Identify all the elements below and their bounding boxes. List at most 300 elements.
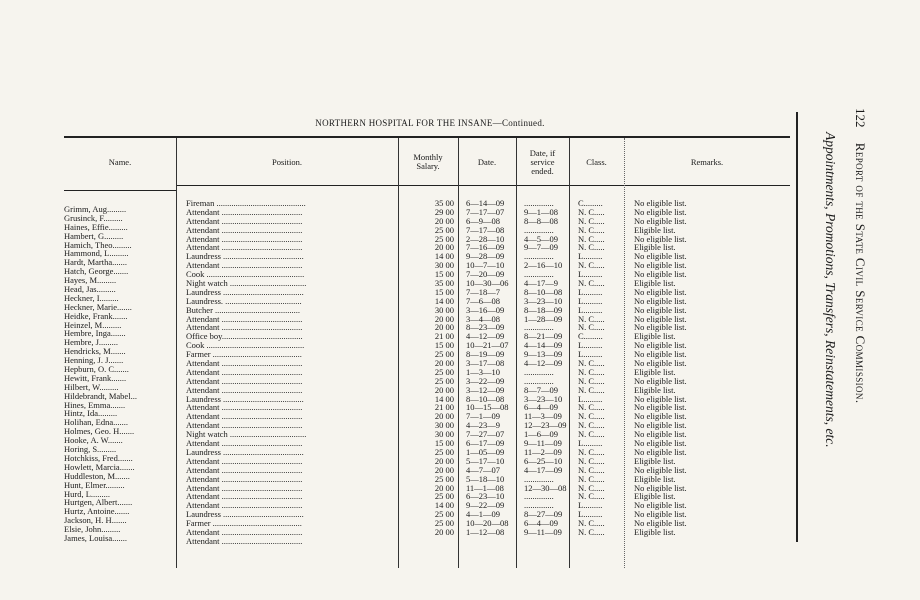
date-cell: 10—7—10: [466, 261, 505, 271]
salary-cell: 25 00: [434, 447, 454, 457]
position-cell: Attendant ......................................: [186, 412, 303, 422]
running-header-title: Report of the State Civil Service Commission.: [853, 142, 868, 404]
remarks-cell: No eligible list.: [634, 287, 687, 297]
service-ended-cell: 9—13—09: [524, 350, 563, 360]
table-row: [186, 395, 796, 404]
service-ended-cell: 4—12—09: [524, 359, 563, 368]
class-cell: N. C.....: [578, 225, 605, 235]
employee-name: Holmes, Geo. H.......: [64, 427, 135, 437]
table-row: [186, 368, 796, 377]
date-cell: 7—6—08: [466, 296, 500, 306]
class-cell: N. C.....: [578, 447, 605, 457]
employee-name: Grimm, Aug.........: [64, 205, 127, 214]
salary-cell: 20 00: [434, 483, 454, 493]
date-cell: 7—17—08: [466, 225, 505, 235]
class-cell: N. C.....: [578, 492, 605, 502]
class-cell: L.........: [578, 501, 603, 511]
salary-cell: 35 00: [434, 279, 454, 288]
service-ended-cell: 4—17—9: [524, 279, 558, 288]
position-cell: Attendant ......................................: [186, 216, 303, 226]
employee-name: Hayes, M.........: [64, 276, 117, 286]
salary-cell: 14 00: [434, 394, 454, 404]
table-row: [186, 519, 796, 528]
class-cell: L.........: [578, 439, 603, 448]
remarks-cell: Eligible list.: [634, 243, 676, 253]
salary-cell: 25 00: [434, 376, 454, 386]
remarks-cell: No eligible list.: [634, 519, 687, 528]
remarks-cell: No eligible list.: [634, 376, 687, 386]
table-row: [186, 208, 796, 217]
date-cell: 3—22—09: [466, 376, 505, 386]
date-cell: 6—23—10: [466, 492, 505, 502]
date-cell: 9—28—09: [466, 252, 505, 262]
employee-name: Hines, Emma.......: [64, 400, 126, 410]
table-row: [186, 457, 796, 466]
remarks-cell: Eligible list.: [634, 367, 676, 377]
col-header-salary: Monthly Salary.: [413, 152, 443, 171]
position-cell: Night watch ....................................: [186, 430, 307, 440]
employee-name: Hammond, L.........: [64, 249, 129, 259]
table-row: [186, 288, 796, 297]
position-cell: Cook ..............................................: [186, 270, 305, 280]
position-cell: Attendant ......................................: [186, 527, 303, 537]
date-cell: 8—23—09: [466, 323, 505, 333]
salary-cell: 20 00: [434, 314, 454, 324]
position-cell: Butcher ........................................: [186, 305, 301, 315]
date-cell: 6—9—08: [466, 216, 500, 226]
date-cell: 3—4—08: [466, 314, 500, 324]
class-cell: L.........: [578, 296, 603, 306]
table-row: [186, 421, 796, 430]
salary-cell: 15 00: [434, 439, 454, 448]
employee-name: Heidke, Frank.......: [64, 311, 128, 321]
employee-name: Henning, J. J.......: [64, 356, 124, 366]
position-cell: Attendant ......................................: [186, 385, 303, 395]
employee-name: Hembre, J.........: [64, 338, 119, 348]
position-cell: Laundress. ....................................: [186, 296, 302, 306]
salary-cell: 15 00: [434, 341, 454, 351]
employee-name: Hewitt, Frank.......: [64, 373, 127, 383]
names-column: [64, 205, 176, 543]
date-cell: 7—20—09: [466, 270, 505, 280]
salary-cell: 14 00: [434, 296, 454, 306]
class-cell: N. C.....: [578, 474, 605, 484]
salary-cell: 30 00: [434, 421, 454, 431]
col-header-position: Position.: [272, 156, 302, 167]
table-row: [186, 226, 796, 235]
service-ended-cell: 8—7—09: [524, 385, 558, 395]
date-cell: 4—1—09: [466, 510, 500, 520]
remarks-cell: No eligible list.: [634, 394, 687, 404]
class-cell: N. C.....: [578, 430, 605, 440]
table-row: [186, 350, 796, 359]
date-cell: 6—14—09: [466, 199, 505, 208]
table-row: [186, 252, 796, 261]
position-cell: Laundress ......................................: [186, 252, 304, 262]
remarks-cell: No eligible list.: [634, 252, 687, 262]
date-cell: 1—3—10: [466, 367, 500, 377]
salary-cell: 20 00: [434, 465, 454, 475]
salary-cell: 30 00: [434, 305, 454, 315]
class-cell: N. C.....: [578, 465, 605, 475]
employee-name: Heinzel, M.........: [64, 320, 122, 330]
table-row: [186, 243, 796, 252]
employee-name: Haines, Effie.........: [64, 222, 128, 232]
salary-cell: 25 00: [434, 492, 454, 502]
remarks-cell: Eligible list.: [634, 527, 676, 537]
position-cell: Attendant ......................................: [186, 403, 303, 413]
col-header-ended: Date, if service ended.: [529, 147, 556, 176]
class-cell: N. C.....: [578, 207, 605, 217]
position-cell: Attendant ......................................: [186, 456, 303, 466]
remarks-cell: No eligible list.: [634, 447, 687, 457]
employee-name: Elsie, John.........: [64, 525, 121, 534]
employee-name: Heckner, I.........: [64, 293, 119, 303]
remarks-cell: No eligible list.: [634, 483, 687, 493]
table-row: [186, 332, 796, 341]
remarks-cell: No eligible list.: [634, 465, 687, 475]
date-cell: 10—21—07: [466, 341, 509, 351]
service-ended-cell: 3—23—10: [524, 394, 563, 404]
remarks-cell: No eligible list.: [634, 323, 687, 333]
salary-cell: 20 00: [434, 385, 454, 395]
class-cell: N. C.....: [578, 519, 605, 528]
remarks-cell: No eligible list.: [634, 359, 687, 368]
salary-cell: 20 00: [434, 243, 454, 253]
position-cell: Attendant ......................................: [186, 492, 303, 502]
table-row: [186, 377, 796, 386]
employee-name: Heckner, Marie.......: [64, 302, 132, 312]
service-ended-cell: 6—4—09: [524, 403, 558, 413]
employee-name: Holihan, Edna.......: [64, 418, 128, 428]
service-ended-cell: 8—18—09: [524, 305, 563, 315]
class-cell: L.........: [578, 394, 603, 404]
service-ended-cell: 4—14—09: [524, 341, 563, 351]
table-row: [186, 341, 796, 350]
employee-name: Hepburn, O. C.......: [64, 365, 129, 374]
date-cell: 7—17—07: [466, 207, 505, 217]
table-row: [186, 430, 796, 439]
position-cell: Attendant ......................................: [186, 207, 303, 217]
remarks-cell: No eligible list.: [634, 412, 687, 422]
class-cell: L.........: [578, 350, 603, 360]
employee-name: Hurd, L.........: [64, 489, 111, 499]
table-row: [186, 412, 796, 421]
date-cell: 7—16—09: [466, 243, 505, 253]
class-cell: N. C.....: [578, 261, 605, 271]
service-ended-cell: ..............: [524, 270, 554, 280]
salary-cell: 29 00: [434, 207, 454, 217]
col-header-remarks: Remarks.: [690, 156, 724, 167]
remarks-cell: No eligible list.: [634, 199, 687, 208]
table-row: [186, 510, 796, 519]
position-cell: Attendant ......................................: [186, 243, 303, 253]
employee-name: Hembre, Inga.......: [64, 329, 126, 339]
salary-cell: 21 00: [434, 332, 454, 342]
employee-name: Hotchkiss, Fred.......: [64, 453, 133, 463]
table-row: [186, 306, 796, 315]
salary-cell: 20 00: [434, 359, 454, 368]
position-cell: Laundress ......................................: [186, 287, 304, 297]
class-cell: N. C.....: [578, 385, 605, 395]
service-ended-cell: 1—28—09: [524, 314, 563, 324]
salary-cell: 25 00: [434, 510, 454, 520]
side-rule: [796, 112, 798, 542]
remarks-cell: Eligible list.: [634, 279, 676, 288]
salary-cell: 20 00: [434, 216, 454, 226]
position-cell: Attendant ......................................: [186, 439, 303, 448]
service-ended-cell: ..............: [524, 323, 554, 333]
position-cell: Attendant ......................................: [186, 225, 303, 235]
date-cell: 7—18—7: [466, 287, 500, 297]
date-cell: 9—22—09: [466, 501, 505, 511]
col-divider: [176, 138, 177, 568]
employee-name: Jackson, H. H.......: [64, 516, 127, 526]
service-ended-cell: ..............: [524, 199, 554, 208]
date-cell: 3—17—08: [466, 359, 505, 368]
table-row: [186, 501, 796, 510]
service-ended-cell: 1—6—09: [524, 430, 558, 440]
salary-cell: 35 00: [434, 199, 454, 208]
service-ended-cell: 9—11—09: [524, 527, 562, 537]
table-row: [186, 270, 796, 279]
class-cell: L.........: [578, 252, 603, 262]
col-header-date: Date.: [477, 156, 497, 167]
remarks-cell: Eligible list.: [634, 474, 676, 484]
service-ended-cell: 8—10—08: [524, 287, 563, 297]
class-cell: N. C.....: [578, 243, 605, 253]
employee-name: Horing, S.........: [64, 445, 117, 454]
position-cell: Laundress ......................................: [186, 510, 304, 520]
name-header-rule: [64, 190, 176, 191]
date-cell: 1—12—08: [466, 527, 505, 537]
service-ended-cell: 9—1—08: [524, 207, 558, 217]
employee-name: Hildebrandt, Mabel...: [64, 391, 137, 401]
position-cell: Attendant ......................................: [186, 376, 303, 386]
class-cell: N. C.....: [578, 234, 605, 244]
remarks-cell: No eligible list.: [634, 305, 687, 315]
employee-name: Hintz, Ida.........: [64, 409, 118, 419]
date-cell: 3—16—09: [466, 305, 505, 315]
remarks-cell: No eligible list.: [634, 421, 687, 431]
service-ended-cell: 2—16—10: [524, 261, 563, 271]
remarks-cell: No eligible list.: [634, 216, 687, 226]
class-cell: N. C.....: [578, 527, 605, 537]
date-cell: 3—12—09: [466, 385, 505, 395]
date-cell: 5—17—10: [466, 456, 505, 466]
remarks-cell: No eligible list.: [634, 430, 687, 440]
service-ended-cell: ..............: [524, 501, 554, 511]
salary-cell: 20 00: [434, 527, 454, 537]
remarks-cell: No eligible list.: [634, 314, 687, 324]
salary-cell: 20 00: [434, 323, 454, 333]
position-cell: Cook ..............................................: [186, 341, 305, 351]
remarks-cell: Eligible list.: [634, 492, 676, 502]
remarks-cell: Eligible list.: [634, 385, 676, 395]
salary-cell: 15 00: [434, 270, 454, 280]
employee-name: Hardt, Martha.......: [64, 258, 128, 268]
table-row: [186, 323, 796, 332]
position-cell: Office boy......................................: [186, 332, 303, 342]
class-cell: N. C.....: [578, 314, 605, 324]
salary-cell: 14 00: [434, 252, 454, 262]
class-cell: N. C.....: [578, 359, 605, 368]
employee-name: Hurtz, Antoine.......: [64, 507, 130, 517]
col-header-class: Class.: [586, 156, 607, 167]
employee-name: Hamich, Theo.........: [64, 240, 132, 250]
table-row: [186, 492, 796, 501]
remarks-cell: No eligible list.: [634, 261, 687, 271]
position-cell: Laundress ......................................: [186, 394, 304, 404]
table-row: [186, 528, 796, 537]
position-cell: Fireman ..........................................: [186, 199, 306, 208]
position-cell: Attendant ......................................: [186, 314, 303, 324]
position-cell: Attendant ......................................: [186, 421, 303, 431]
class-cell: C.........: [578, 332, 603, 342]
date-cell: 7—1—09: [466, 412, 500, 422]
date-cell: 2—28—10: [466, 234, 505, 244]
position-cell: Night watch ....................................: [186, 279, 307, 288]
salary-cell: 25 00: [434, 519, 454, 528]
service-ended-cell: 6—4—09: [524, 519, 558, 528]
class-cell: N. C.....: [578, 456, 605, 466]
position-cell: Attendant ......................................: [186, 323, 303, 333]
employee-name: Head, Jas.........: [64, 285, 116, 294]
remarks-cell: No eligible list.: [634, 350, 687, 360]
date-cell: 11—1—08: [466, 483, 504, 493]
service-ended-cell: 9—11—09: [524, 439, 562, 448]
employee-name: Hilbert, W.........: [64, 382, 119, 392]
table-row: [186, 466, 796, 475]
table-row: [186, 448, 796, 457]
class-cell: L.........: [578, 341, 603, 351]
table-row: [186, 279, 796, 288]
service-ended-cell: 6—25—10: [524, 456, 563, 466]
remarks-cell: Eligible list.: [634, 225, 676, 235]
date-cell: 4—7—07: [466, 465, 500, 475]
salary-cell: 15 00: [434, 287, 454, 297]
salary-cell: 20 00: [434, 456, 454, 466]
date-cell: 10—30—06: [466, 279, 509, 288]
date-cell: 10—20—08: [466, 519, 509, 528]
table-row: [186, 199, 796, 208]
position-cell: Farmer ..........................................: [186, 519, 302, 528]
position-cell: Attendant ......................................: [186, 465, 303, 475]
table-row: [186, 261, 796, 270]
employee-name: Hooke, A. W.......: [64, 436, 123, 446]
remarks-cell: No eligible list.: [634, 403, 687, 413]
table-row: [186, 315, 796, 324]
class-cell: N. C.....: [578, 421, 605, 431]
salary-cell: 14 00: [434, 501, 454, 511]
class-cell: N. C.....: [578, 376, 605, 386]
table-row: [186, 235, 796, 244]
salary-cell: 25 00: [434, 225, 454, 235]
table-row: [186, 403, 796, 412]
service-ended-cell: ..............: [524, 252, 554, 262]
employee-name: Hatch, George.......: [64, 267, 129, 277]
date-cell: 6—17—09: [466, 439, 505, 448]
table-row: [186, 439, 796, 448]
class-cell: N. C.....: [578, 403, 605, 413]
class-cell: C.........: [578, 199, 603, 208]
position-cell: Attendant ......................................: [186, 367, 303, 377]
position-cell: Attendant ......................................: [186, 474, 303, 484]
date-cell: 4—23—9: [466, 421, 500, 431]
class-cell: N. C.....: [578, 483, 605, 493]
service-ended-cell: 8—21—09: [524, 332, 563, 342]
class-cell: L.........: [578, 510, 603, 520]
date-cell: 4—12—09: [466, 332, 505, 342]
position-cell: Attendant ......................................: [186, 234, 303, 244]
class-cell: L.........: [578, 287, 603, 297]
remarks-cell: Eligible list.: [634, 332, 676, 342]
class-cell: N. C.....: [578, 367, 605, 377]
position-cell: Attendant ......................................: [186, 261, 303, 271]
table-row: [186, 475, 796, 484]
employee-name: Hendricks, M.......: [64, 347, 126, 357]
employee-name: James, Louisa.......: [64, 533, 128, 543]
salary-cell: 25 00: [434, 474, 454, 484]
service-ended-cell: ..............: [524, 376, 554, 386]
employee-name: Hunt, Elmer.........: [64, 480, 125, 490]
service-ended-cell: ..............: [524, 367, 554, 377]
remarks-cell: No eligible list.: [634, 510, 687, 520]
date-cell: 7—27—07: [466, 430, 505, 440]
employee-name: Howlett, Marcia.......: [64, 462, 135, 472]
date-cell: 8—10—08: [466, 394, 505, 404]
remarks-cell: No eligible list.: [634, 234, 687, 244]
table-title: NORTHERN HOSPITAL FOR THE INSANE—Continued.: [315, 118, 545, 128]
position-cell: Attendant ......................................: [186, 483, 303, 493]
class-cell: L.........: [578, 305, 603, 315]
class-cell: N. C.....: [578, 323, 605, 333]
date-cell: 1—05—09: [466, 447, 505, 457]
table-row: [186, 217, 796, 226]
salary-cell: 25 00: [434, 367, 454, 377]
date-cell: 5—18—10: [466, 474, 505, 484]
salary-cell: 25 00: [434, 234, 454, 244]
position-cell: Attendant ......................................: [186, 536, 303, 546]
remarks-cell: No eligible list.: [634, 207, 687, 217]
table-row: [186, 484, 796, 493]
service-ended-cell: 3—23—10: [524, 296, 563, 306]
position-cell: Attendant ......................................: [186, 359, 303, 368]
service-ended-cell: 9—7—09: [524, 243, 558, 253]
side-subtitle: Appointments, Promotions, Transfers, Reinstatements, etc.: [823, 132, 838, 448]
service-ended-cell: 12—23—09: [524, 421, 567, 431]
date-cell: 10—15—08: [466, 403, 509, 413]
service-ended-cell: 8—27—09: [524, 510, 563, 520]
col-header-name: Name.: [108, 156, 132, 167]
service-ended-cell: 11—2—09: [524, 447, 562, 457]
salary-cell: 30 00: [434, 261, 454, 271]
employee-name: Hurtgen, Albert.......: [64, 498, 133, 508]
service-ended-cell: 4—17—09: [524, 465, 563, 475]
table-row: [186, 297, 796, 306]
remarks-cell: No eligible list.: [634, 501, 687, 511]
service-ended-cell: 8—8—08: [524, 216, 558, 226]
remarks-cell: No eligible list.: [634, 439, 687, 448]
service-ended-cell: ..............: [524, 492, 554, 502]
class-cell: N. C.....: [578, 412, 605, 422]
date-cell: 8—19—09: [466, 350, 505, 360]
employee-name: Hambert, G.........: [64, 231, 124, 241]
table-row: [186, 359, 796, 368]
remarks-cell: Eligible list.: [634, 456, 676, 466]
table-row: [186, 537, 796, 546]
position-cell: Attendant ......................................: [186, 501, 303, 511]
